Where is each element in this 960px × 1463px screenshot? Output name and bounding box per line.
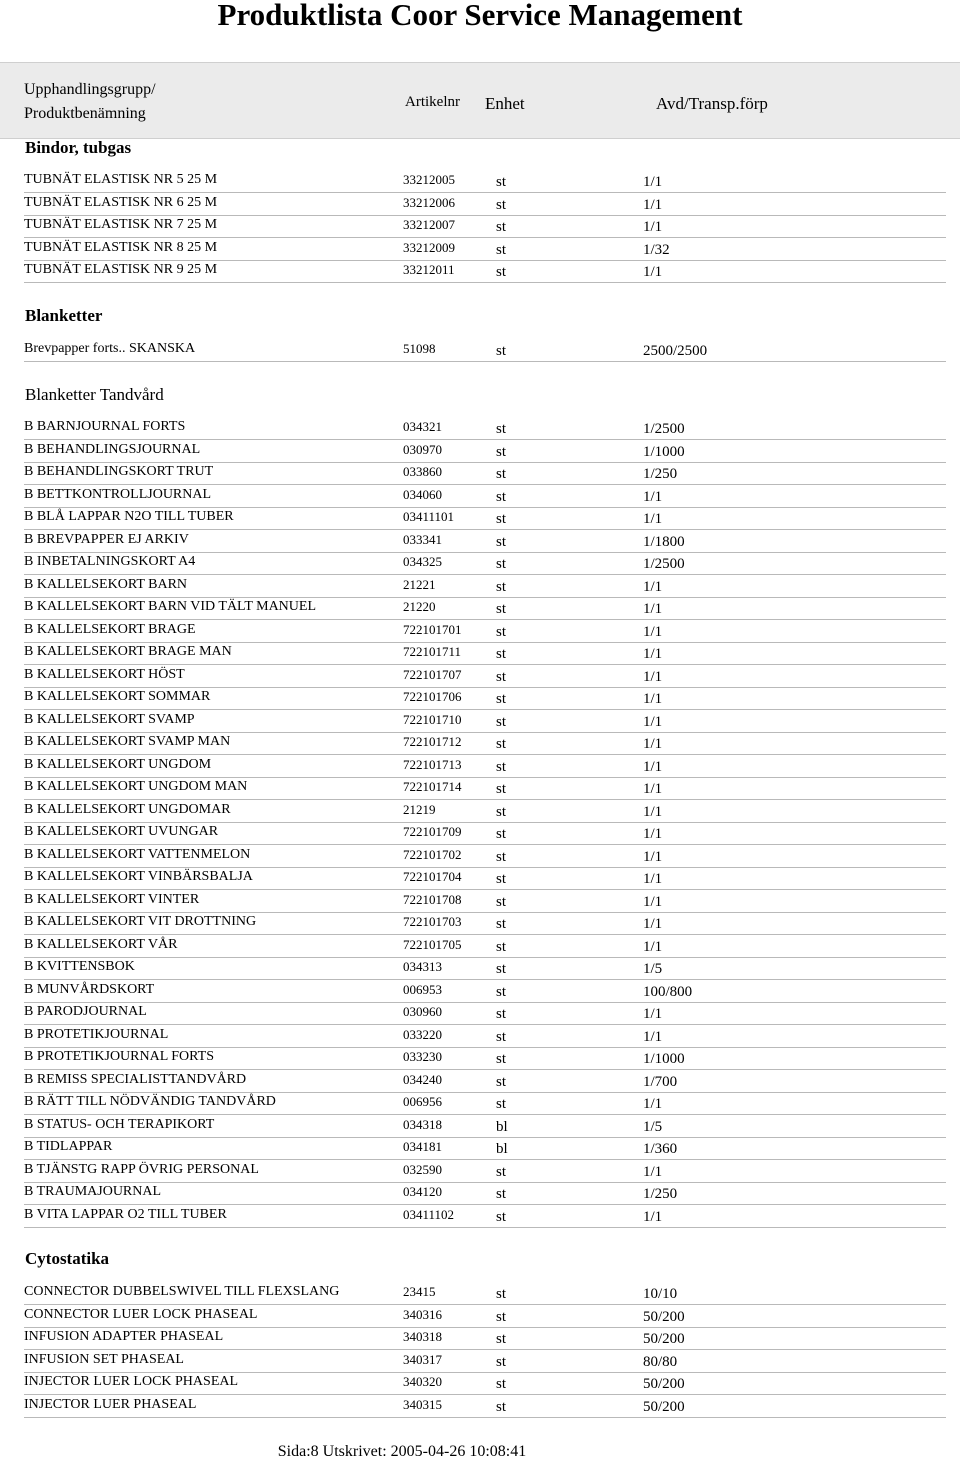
pack-size: 1/5	[643, 1118, 663, 1135]
unit: st	[496, 1163, 507, 1180]
section-heading: Cytostatika	[25, 1249, 110, 1268]
product-name: B INBETALNINGSKORT A4	[24, 554, 196, 569]
product-name: B TIDLAPPAR	[24, 1139, 113, 1154]
product-name: B BARNJOURNAL FORTS	[24, 419, 186, 434]
table-row	[24, 1160, 946, 1183]
article-number: 722101705	[403, 936, 462, 952]
table-row	[24, 597, 946, 620]
table-row	[24, 1137, 946, 1160]
table-row	[24, 1115, 946, 1138]
article-number: 034313	[403, 959, 442, 974]
pack-size: 1/1	[643, 826, 663, 842]
table-row	[24, 260, 946, 283]
pack-size: 1/1	[643, 578, 663, 595]
column-header-unit: Enhet	[485, 94, 525, 113]
section-heading: Bindor, tubgas	[25, 138, 132, 157]
pack-size: 1/2500	[643, 421, 685, 437]
section-heading: Blanketter	[25, 306, 103, 325]
table-row	[24, 687, 946, 710]
product-name: B KALLELSEKORT SVAMP	[24, 711, 195, 727]
pack-size: 1/1	[643, 736, 663, 752]
unit: st	[496, 533, 507, 550]
pack-size: 1/1	[643, 938, 663, 955]
pack-size: 10/10	[643, 1286, 678, 1302]
article-number: 033220	[403, 1026, 442, 1042]
column-header-article: Artikelnr	[405, 94, 460, 110]
unit: bl	[496, 1118, 508, 1135]
unit: st	[496, 264, 507, 280]
table-row	[24, 215, 946, 238]
article-number: 340320	[403, 1374, 442, 1389]
pack-size: 1/250	[643, 1186, 678, 1202]
pack-size: 1/1	[643, 713, 663, 730]
product-name: B KALLELSEKORT VINBÄRSBALJA	[24, 869, 253, 884]
table-row	[24, 170, 946, 193]
product-name: INJECTOR LUER PHASEAL	[24, 1396, 197, 1412]
table-row	[24, 1182, 946, 1205]
pack-size: 1/1	[643, 1006, 663, 1022]
column-header-bar	[0, 62, 960, 139]
table-row	[24, 1395, 946, 1418]
product-name: TUBNÄT ELASTISK NR 9 25 M	[24, 262, 218, 277]
product-name: B KALLELSEKORT VIT DROTTNING	[24, 914, 257, 929]
unit: st	[496, 1073, 507, 1090]
column-header-group: Upphandlingsgrupp/	[24, 81, 156, 98]
unit: st	[496, 601, 507, 617]
article-number: 03411102	[403, 1206, 455, 1222]
article-number: 340315	[403, 1396, 442, 1412]
table-row	[24, 912, 946, 935]
unit: st	[496, 646, 507, 662]
table-row	[24, 1047, 946, 1070]
pack-size: 1/1	[643, 623, 663, 640]
unit: st	[496, 421, 507, 437]
article-number: 034325	[403, 554, 442, 569]
pack-size: 50/200	[643, 1398, 685, 1415]
pack-size: 1/1	[643, 488, 663, 505]
article-number: 034321	[403, 419, 442, 434]
product-name: B KALLELSEKORT BARN VID TÄLT MANUEL	[24, 599, 317, 614]
article-number: 033341	[403, 531, 442, 547]
table-row	[24, 462, 946, 485]
pack-size: 1/1	[643, 871, 663, 887]
article-number: 006953	[403, 981, 442, 997]
table-row	[24, 1002, 946, 1025]
product-name: B KALLELSEKORT VÅR	[24, 936, 178, 952]
pack-size: 1/5	[643, 961, 663, 977]
product-name: B BREVPAPPER EJ ARKIV	[24, 531, 189, 547]
table-row	[24, 193, 946, 216]
article-number: 030970	[403, 441, 442, 457]
unit: st	[496, 241, 507, 258]
table-row	[24, 1305, 946, 1328]
table-row	[24, 755, 946, 778]
pack-size: 1/1	[643, 646, 663, 662]
page-footer	[0, 1443, 960, 1461]
product-name: B TJÄNSTG RAPP ÖVRIG PERSONAL	[24, 1161, 259, 1177]
product-name: INJECTOR LUER LOCK PHASEAL	[24, 1374, 239, 1389]
pack-size: 1/1	[643, 196, 663, 213]
article-number: 722101708	[403, 891, 462, 907]
article-number: 340317	[403, 1351, 442, 1367]
table-row	[24, 642, 946, 665]
unit: st	[496, 983, 507, 1000]
section-heading: Blanketter Tandvård	[25, 385, 164, 404]
pack-size: 1/1	[643, 511, 663, 527]
product-name: B PROTETIKJOURNAL	[24, 1026, 169, 1042]
table-row	[24, 575, 946, 598]
product-name: TUBNÄT ELASTISK NR 8 25 M	[24, 239, 218, 255]
pack-size: 1/1	[643, 803, 663, 820]
table-row	[24, 732, 946, 755]
table-row	[24, 1327, 946, 1350]
unit: st	[496, 488, 507, 505]
unit: st	[496, 1006, 507, 1022]
pack-size: 1/1	[643, 781, 663, 797]
article-number: 23415	[403, 1284, 436, 1299]
unit: st	[496, 623, 507, 640]
article-number: 722101714	[403, 779, 462, 794]
pack-size: 1/2500	[643, 556, 685, 572]
product-name: B KALLELSEKORT SOMMAR	[24, 689, 211, 704]
article-number: 21219	[403, 801, 436, 817]
product-name: B PARODJOURNAL	[24, 1004, 147, 1019]
unit: st	[496, 1051, 507, 1067]
unit: st	[496, 466, 507, 482]
product-name: B BEHANDLINGSJOURNAL	[24, 441, 201, 457]
article-number: 722101702	[403, 846, 462, 862]
unit: st	[496, 736, 507, 752]
unit: st	[496, 691, 507, 707]
product-name: B BLÅ LAPPAR N2O TILL TUBER	[24, 509, 234, 524]
product-name: B KALLELSEKORT UVUNGAR	[24, 824, 219, 839]
table-row	[24, 530, 946, 553]
unit: st	[496, 578, 507, 595]
article-number: 006956	[403, 1094, 442, 1109]
unit: st	[496, 1208, 507, 1225]
article-number: 722101709	[403, 824, 462, 839]
article-number: 722101712	[403, 734, 462, 749]
table-row	[24, 800, 946, 823]
unit: st	[496, 1186, 507, 1202]
article-number: 722101711	[403, 644, 462, 659]
unit: st	[496, 343, 507, 359]
article-number: 33212009	[403, 239, 455, 255]
article-number: 722101703	[403, 914, 462, 929]
article-number: 034240	[403, 1071, 442, 1087]
article-number: 722101707	[403, 666, 462, 682]
unit: st	[496, 893, 507, 910]
product-name: B TRAUMAJOURNAL	[24, 1184, 162, 1199]
product-name: B BEHANDLINGSKORT TRUT	[24, 464, 214, 479]
table-row	[24, 620, 946, 643]
unit: st	[496, 938, 507, 955]
article-number: 722101710	[403, 711, 462, 727]
pack-size: 1/1	[643, 848, 663, 865]
unit: st	[496, 803, 507, 820]
unit: st	[496, 1331, 507, 1347]
unit: st	[496, 1353, 507, 1370]
table-row	[24, 980, 946, 1003]
product-name: Brevpapper forts.. SKANSKA	[24, 341, 196, 356]
pack-size: 1/1	[643, 1096, 663, 1112]
article-number: 21221	[403, 576, 436, 592]
unit: st	[496, 916, 507, 932]
unit: st	[496, 826, 507, 842]
article-number: 722101706	[403, 689, 462, 704]
table-row	[24, 339, 946, 362]
pack-size: 50/200	[643, 1308, 685, 1325]
product-name: B KVITTENSBOK	[24, 959, 135, 974]
article-number: 030960	[403, 1004, 442, 1019]
pack-size: 1/250	[643, 466, 678, 482]
product-name: B BETTKONTROLLJOURNAL	[24, 486, 212, 502]
article-number: 51098	[403, 341, 436, 356]
pack-size: 50/200	[643, 1331, 685, 1347]
article-number: 33212011	[403, 262, 455, 277]
table-row	[24, 1092, 946, 1115]
product-name: TUBNÄT ELASTISK NR 6 25 M	[24, 194, 218, 210]
article-number: 03411101	[403, 509, 455, 524]
table-row	[24, 845, 946, 868]
unit: st	[496, 668, 507, 685]
product-name: B REMISS SPECIALISTTANDVÅRD	[24, 1071, 247, 1087]
pack-size: 100/800	[643, 983, 693, 1000]
pack-size: 1/1	[643, 758, 663, 775]
unit: st	[496, 871, 507, 887]
article-number: 33212005	[403, 172, 455, 187]
article-number: 034060	[403, 486, 442, 502]
table-row	[24, 552, 946, 575]
unit: st	[496, 848, 507, 865]
pack-size: 1/700	[643, 1073, 678, 1090]
article-number: 33212006	[403, 194, 455, 210]
table-row	[24, 957, 946, 980]
article-number: 033860	[403, 464, 442, 479]
article-number: 722101701	[403, 621, 462, 637]
pack-size: 1/1	[643, 668, 663, 685]
product-name: B KALLELSEKORT BRAGE MAN	[24, 644, 232, 659]
article-number: 722101704	[403, 869, 462, 884]
product-name: B PROTETIKJOURNAL FORTS	[24, 1049, 214, 1064]
pack-size: 1/1800	[643, 533, 685, 550]
page-title: Produktlista Coor Service Management	[217, 0, 743, 32]
table-row	[24, 1205, 946, 1228]
unit: st	[496, 961, 507, 977]
product-name: INFUSION ADAPTER PHASEAL	[24, 1329, 224, 1344]
pack-size: 2500/2500	[643, 343, 708, 359]
unit: st	[496, 713, 507, 730]
pack-size: 1/1	[643, 1208, 663, 1225]
unit: st	[496, 556, 507, 572]
unit: st	[496, 1398, 507, 1415]
table-row	[24, 1372, 946, 1395]
table-row	[24, 417, 946, 440]
article-number: 340318	[403, 1329, 442, 1344]
table-row	[24, 507, 946, 530]
pack-size: 1/1	[643, 916, 663, 932]
pack-size: 1/360	[643, 1141, 678, 1157]
product-name: B STATUS- OCH TERAPIKORT	[24, 1116, 215, 1132]
table-row	[24, 485, 946, 508]
unit: st	[496, 1286, 507, 1302]
table-row	[24, 1350, 946, 1373]
table-row	[24, 935, 946, 958]
article-number: 340316	[403, 1306, 442, 1322]
table-row	[24, 890, 946, 913]
pack-size: 80/80	[643, 1353, 678, 1370]
product-name: B KALLELSEKORT HÖST	[24, 666, 185, 682]
product-name: B KALLELSEKORT VATTENMELON	[24, 846, 251, 862]
product-name: B KALLELSEKORT BARN	[24, 576, 188, 592]
pack-size: 1/1	[643, 601, 663, 617]
table-row	[24, 1070, 946, 1093]
article-number: 033230	[403, 1049, 442, 1064]
table-row	[24, 710, 946, 733]
product-name: B KALLELSEKORT VINTER	[24, 891, 200, 907]
unit: st	[496, 781, 507, 797]
unit: st	[496, 174, 507, 190]
article-number: 034181	[403, 1139, 442, 1154]
article-number: 034318	[403, 1116, 442, 1132]
pack-size: 1/1	[643, 691, 663, 707]
unit: st	[496, 511, 507, 527]
article-number: 034120	[403, 1184, 442, 1199]
unit: st	[496, 758, 507, 775]
product-name: B RÄTT TILL NÖDVÄNDIG TANDVÅRD	[24, 1094, 276, 1109]
article-number: 33212007	[403, 217, 455, 232]
article-number: 722101713	[403, 756, 462, 772]
product-name: B KALLELSEKORT UNGDOMAR	[24, 801, 231, 817]
table-row	[24, 1025, 946, 1048]
table-row	[24, 777, 946, 800]
unit: st	[496, 1096, 507, 1112]
product-name: B KALLELSEKORT SVAMP MAN	[24, 734, 231, 749]
unit: st	[496, 1308, 507, 1325]
unit: st	[496, 196, 507, 213]
product-name: B KALLELSEKORT BRAGE	[24, 621, 196, 637]
pack-size: 1/32	[643, 241, 670, 258]
unit: st	[496, 219, 507, 235]
unit: st	[496, 1028, 507, 1045]
pack-size: 1/1	[643, 174, 663, 190]
product-name: CONNECTOR DUBBELSWIVEL TILL FLEXSLANG	[24, 1284, 340, 1299]
product-name: B MUNVÅRDSKORT	[24, 981, 155, 997]
table-row	[24, 822, 946, 845]
unit: st	[496, 1376, 507, 1392]
table-row	[24, 867, 946, 890]
table-row	[24, 665, 946, 688]
pack-size: 1/1000	[643, 1051, 685, 1067]
pack-size: 1/1	[643, 219, 663, 235]
footer-text: Sida:8 Utskrivet: 2005-04-26 10:08:41	[277, 1443, 527, 1460]
pack-size: 1/1	[643, 1163, 663, 1180]
product-name: B KALLELSEKORT UNGDOM	[24, 756, 212, 772]
column-header-product: Produktbenämning	[24, 105, 146, 122]
product-name: CONNECTOR LUER LOCK PHASEAL	[24, 1306, 258, 1322]
table-row	[24, 238, 946, 261]
pack-size: 50/200	[643, 1376, 685, 1392]
table-row	[24, 440, 946, 463]
column-header-dept: Avd/Transp.förp	[656, 94, 768, 113]
pack-size: 1/1000	[643, 443, 685, 460]
pack-size: 1/1	[643, 1028, 663, 1045]
product-name: INFUSION SET PHASEAL	[24, 1351, 184, 1367]
product-name: TUBNÄT ELASTISK NR 7 25 M	[24, 217, 218, 232]
product-name: TUBNÄT ELASTISK NR 5 25 M	[24, 172, 218, 187]
product-name: B KALLELSEKORT UNGDOM MAN	[24, 779, 248, 794]
unit: st	[496, 443, 507, 460]
unit: bl	[496, 1141, 508, 1157]
article-number: 032590	[403, 1161, 442, 1177]
table-row	[24, 1282, 946, 1305]
pack-size: 1/1	[643, 264, 663, 280]
article-number: 21220	[403, 599, 436, 614]
pack-size: 1/1	[643, 893, 663, 910]
product-name: B VITA LAPPAR O2 TILL TUBER	[24, 1206, 227, 1222]
